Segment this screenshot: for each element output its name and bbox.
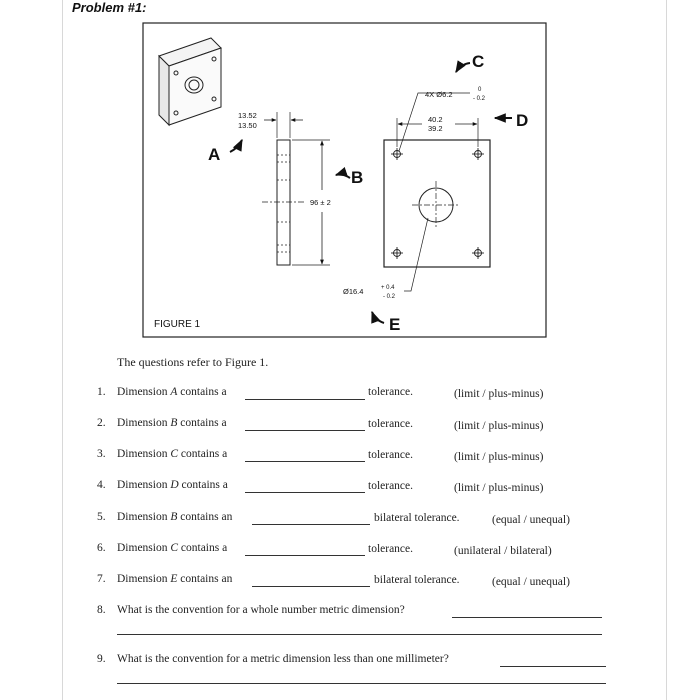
answer-blank[interactable] — [117, 634, 602, 635]
question-number: 4. — [97, 479, 106, 491]
question-number: 9. — [97, 653, 106, 665]
dim-c-lower: - 0.2 — [473, 96, 486, 102]
answer-blank[interactable] — [245, 430, 365, 431]
question-number: 1. — [97, 386, 106, 398]
question-choices: (limit / plus-minus) — [454, 420, 544, 432]
question-number: 6. — [97, 542, 106, 554]
answer-blank[interactable] — [500, 666, 606, 667]
problem-title: Problem #1: — [72, 0, 147, 15]
dim-b-value: 96 ± 2 — [310, 198, 331, 207]
question-suffix: tolerance. — [368, 480, 414, 492]
dim-d-lower: 39.2 — [428, 124, 443, 133]
marker-b: B — [351, 168, 364, 187]
question-suffix: tolerance. — [368, 418, 414, 430]
marker-d: D — [516, 111, 529, 130]
dim-d-upper: 40.2 — [428, 115, 443, 124]
question-choices: (limit / plus-minus) — [454, 482, 544, 494]
question-text: Dimension B contains an — [117, 511, 233, 523]
question-number: 7. — [97, 573, 106, 585]
question-number: 8. — [97, 604, 106, 616]
marker-c: C — [472, 52, 485, 71]
question-suffix: tolerance. — [368, 543, 414, 555]
dim-e-lower: - 0.2 — [383, 294, 396, 300]
answer-blank[interactable] — [245, 399, 365, 400]
dim-a-lower: 13.50 — [238, 121, 257, 130]
question-text: What is the convention for a metric dimension less than one millimeter? — [117, 653, 449, 665]
question-number: 5. — [97, 511, 106, 523]
dim-e-upper: + 0.4 — [381, 285, 395, 291]
answer-blank[interactable] — [117, 683, 606, 684]
answer-blank[interactable] — [452, 617, 602, 618]
question-text: Dimension B contains a — [117, 417, 227, 429]
answer-blank[interactable] — [245, 461, 365, 462]
question-text: Dimension E contains an — [117, 573, 233, 585]
question-choices: (limit / plus-minus) — [454, 451, 544, 463]
question-number: 3. — [97, 448, 106, 460]
answer-blank[interactable] — [245, 492, 365, 493]
dim-c-upper: 0 — [478, 87, 482, 93]
figure-caption: FIGURE 1 — [154, 319, 201, 330]
question-text: Dimension C contains a — [117, 542, 228, 554]
answer-blank[interactable] — [252, 524, 370, 525]
dim-c-base: 4X Ø6.2 — [425, 90, 453, 99]
marker-e: E — [389, 315, 401, 334]
question-choices: (unilateral / bilateral) — [454, 545, 552, 557]
question-suffix: tolerance. — [368, 449, 414, 461]
question-number: 2. — [97, 417, 106, 429]
question-suffix: bilateral tolerance. — [374, 512, 460, 524]
intro-text: The questions refer to Figure 1. — [117, 355, 269, 369]
question-choices: (equal / unequal) — [492, 514, 570, 526]
question-suffix: tolerance. — [368, 386, 414, 398]
question-text: Dimension A contains a — [117, 386, 227, 398]
question-text: Dimension D contains a — [117, 479, 228, 491]
answer-blank[interactable] — [252, 586, 370, 587]
dim-e-base: Ø16.4 — [343, 287, 364, 296]
answer-blank[interactable] — [245, 555, 365, 556]
question-text: What is the convention for a whole number metric dimension? — [117, 604, 405, 616]
question-suffix: bilateral tolerance. — [374, 574, 460, 586]
dim-a-upper: 13.52 — [238, 111, 257, 120]
question-choices: (equal / unequal) — [492, 576, 570, 588]
question-choices: (limit / plus-minus) — [454, 388, 544, 400]
marker-a: A — [208, 145, 221, 164]
question-text: Dimension C contains a — [117, 448, 228, 460]
